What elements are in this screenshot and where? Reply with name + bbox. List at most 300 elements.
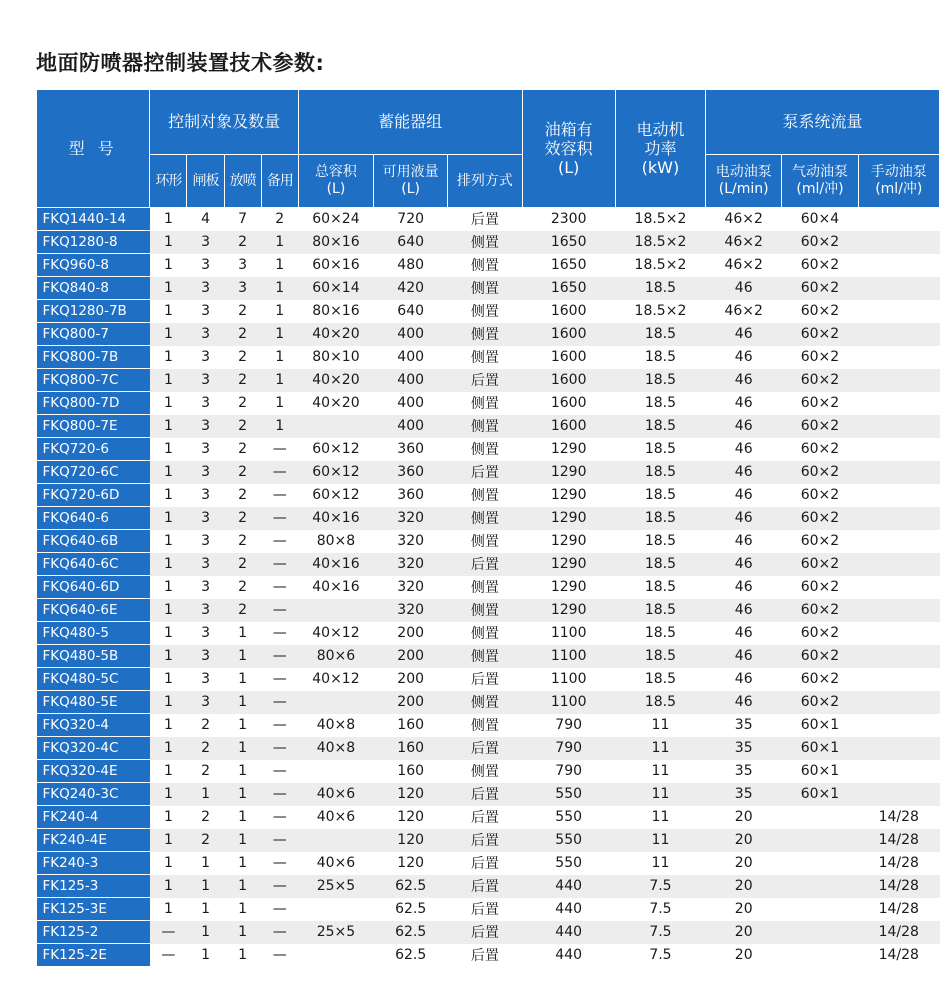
electric-pump-flow: 20 [706,829,782,852]
total-volume [298,829,373,852]
ring-count: 1 [150,461,187,484]
usable-volume: 320 [374,553,448,576]
model-cell: FKQ800-7 [37,323,150,346]
motor-power: 18.5 [644,487,677,503]
table-row [37,277,940,300]
tank-volume: 550 [555,809,583,825]
pneumatic-pump-flow: 60×2 [800,625,840,641]
table-row [37,323,940,346]
arrangement: 侧置 [470,396,499,412]
spare-count: — [272,579,287,595]
hand-pump-flow [858,668,939,691]
total-volume: 40×6 [316,809,356,825]
total-volume: 40×20 [298,323,373,346]
table-body [37,208,940,967]
usable-volume: 120 [397,809,425,825]
ring-count: 1 [150,691,187,714]
blowout-count: 7 [238,211,248,228]
ring-count: 1 [150,599,187,622]
spare-count: — [272,441,287,457]
tank-volume: 440 [522,921,615,944]
total-volume: 40×6 [298,783,373,806]
blowout-count: 2 [224,323,261,346]
pneumatic-pump-flow: 60×1 [800,763,840,779]
total-volume: 80×16 [312,303,360,319]
tank-volume: 440 [522,875,615,898]
motor-power: 11 [615,783,705,806]
spare-count: — [261,875,298,898]
pneumatic-pump-flow: 60×2 [782,599,858,622]
tank-volume: 1650 [522,231,615,254]
motor-power: 18.5 [615,461,705,484]
arrangement: 侧置 [470,304,499,320]
electric-pump-flow: 46 [734,349,753,365]
pneumatic-pump-flow [782,898,858,921]
usable-volume: 360 [397,487,425,503]
total-volume: 40×20 [312,395,360,411]
arrangement: 侧置 [448,507,522,530]
spare-count: 1 [275,257,285,273]
usable-volume: 120 [374,829,448,852]
model-cell: FKQ480-5C [37,668,150,691]
spare-count: — [272,487,287,503]
ring-count: 1 [163,625,173,641]
motor-power: 18.5 [615,691,705,714]
ram-count: 1 [187,921,224,944]
table-row [37,944,940,967]
ring-count: 1 [150,369,187,392]
pneumatic-pump-flow: 60×1 [800,717,840,733]
tank-volume: 1600 [550,303,587,319]
ram-count: 3 [201,487,210,503]
motor-power: 18.5 [644,395,677,411]
blowout-count: 1 [224,783,261,806]
motor-power: 18.5 [644,441,677,457]
pneumatic-pump-flow: 60×2 [782,691,858,714]
hand-pump-flow: 14/28 [858,829,939,852]
ram-count: 3 [187,415,224,438]
ring-count: 1 [163,533,173,549]
model-cell: FKQ320-4E [37,760,150,783]
arrangement: 侧置 [448,599,522,622]
tank-volume: 1290 [550,533,587,549]
arrangement: 侧置 [470,488,499,504]
ram-count: 3 [187,369,224,392]
arrangement: 侧置 [470,764,499,780]
total-volume: 60×16 [312,257,360,273]
motor-power: 18.5×2 [615,231,705,254]
arrangement: 后置 [448,783,522,806]
ram-count: 3 [187,231,224,254]
usable-volume: 480 [397,257,425,273]
usable-volume: 120 [374,783,448,806]
arrangement: 后置 [448,875,522,898]
blowout-count: 1 [238,809,248,825]
header-pneumatic-pump: 气动油泵 (ml/冲) [782,155,858,208]
usable-volume: 400 [397,395,425,411]
ram-count: 3 [187,461,224,484]
ram-count: 3 [187,507,224,530]
motor-power: 7.5 [615,921,705,944]
arrangement: 后置 [448,829,522,852]
hand-pump-flow [858,323,939,346]
hand-pump-flow [858,392,939,415]
total-volume: 80×6 [298,645,373,668]
tank-volume: 1600 [522,369,615,392]
pneumatic-pump-flow: 60×2 [800,533,840,549]
hand-pump-flow [858,599,939,622]
motor-power: 18.5 [615,599,705,622]
tank-volume: 1290 [522,599,615,622]
usable-volume: 640 [374,231,448,254]
header-hand-pump: 手动油泵 (ml/冲) [858,155,939,208]
electric-pump-flow: 20 [706,875,782,898]
model-cell: FK125-3 [37,875,150,898]
spare-count: — [261,783,298,806]
ring-count: 1 [150,783,187,806]
table-row [37,691,940,714]
table-row [37,392,940,415]
motor-power: 18.5 [615,369,705,392]
motor-power: 18.5 [615,277,705,300]
pneumatic-pump-flow: 60×2 [782,415,858,438]
hand-pump-flow [858,208,939,231]
ring-count: 1 [163,717,173,733]
spare-count: — [272,901,287,917]
usable-volume: 62.5 [395,947,427,963]
table-row [37,599,940,622]
arrangement: 侧置 [448,691,522,714]
arrangement: 侧置 [470,350,499,366]
hand-pump-flow [858,415,939,438]
usable-volume: 62.5 [374,875,448,898]
blowout-count: 3 [238,257,248,273]
total-volume: 40×12 [312,625,360,641]
hand-pump-flow [858,461,939,484]
blowout-count: 2 [224,599,261,622]
blowout-count: 2 [224,231,261,254]
table-row [37,576,940,599]
tank-volume: 1290 [522,461,615,484]
pneumatic-pump-flow: 60×2 [782,645,858,668]
pneumatic-pump-flow: 60×1 [782,737,858,760]
arrangement: 后置 [448,461,522,484]
spare-count: 1 [275,349,285,365]
arrangement: 后置 [470,948,499,964]
table-row [37,507,940,530]
usable-volume: 420 [374,277,448,300]
total-volume: 40×8 [316,717,356,733]
hand-pump-flow [858,691,939,714]
ring-count: 1 [163,579,173,595]
hand-pump-flow [858,484,939,507]
ring-count: 1 [150,645,187,668]
model-cell: FKQ480-5E [37,691,150,714]
blowout-count: 2 [238,349,248,365]
arrangement: 侧置 [470,534,499,550]
spare-count: — [261,691,298,714]
spare-count: — [272,625,287,641]
motor-power: 18.5 [644,349,677,365]
table-row [37,737,940,760]
blowout-count: 2 [238,303,248,319]
ram-count: 3 [201,303,210,319]
blowout-count: 1 [224,645,261,668]
hand-pump-flow [858,231,939,254]
ram-count: 3 [201,579,210,595]
total-volume [298,415,373,438]
total-volume: 40×6 [316,855,356,871]
motor-power: 18.5 [615,507,705,530]
tank-volume: 1290 [522,553,615,576]
motor-power: 11 [651,855,670,871]
usable-volume: 160 [397,763,425,779]
arrangement: 侧置 [448,645,522,668]
electric-pump-flow: 46 [706,323,782,346]
table-row [37,484,940,507]
arrangement: 后置 [470,902,499,918]
electric-pump-flow: 20 [734,809,753,825]
blowout-count: 2 [224,507,261,530]
usable-volume: 62.5 [374,921,448,944]
electric-pump-flow: 46 [706,461,782,484]
blowout-count: 1 [224,875,261,898]
total-volume: 60×24 [312,211,360,228]
header-tank-volume: 油箱有 效容积 (L) [522,90,615,208]
tank-volume: 1290 [522,507,615,530]
table-row [37,530,940,553]
total-volume: 40×16 [298,553,373,576]
hand-pump-flow [858,576,939,599]
electric-pump-flow: 46 [734,533,753,549]
hand-pump-flow [858,438,939,461]
motor-power: 7.5 [649,901,672,917]
electric-pump-flow: 46 [734,395,753,411]
model-cell: FK240-3 [37,852,150,875]
table-row [37,438,940,461]
total-volume: 60×12 [298,461,373,484]
tank-volume: 1100 [550,625,587,641]
tank-volume: 790 [555,717,583,733]
hand-pump-flow [858,645,939,668]
total-volume: 25×5 [298,921,373,944]
usable-volume: 320 [397,533,425,549]
usable-volume: 62.5 [395,901,427,917]
arrangement: 后置 [448,369,522,392]
table-row [37,783,940,806]
arrangement: 后置 [448,921,522,944]
electric-pump-flow: 46×2 [706,231,782,254]
electric-pump-flow: 46 [734,625,753,641]
ring-count: 1 [150,829,187,852]
table-row [37,829,940,852]
total-volume: 80×16 [298,231,373,254]
ring-count: — [150,921,187,944]
model-cell: FK240-4E [37,829,150,852]
arrangement: 侧置 [470,580,499,596]
usable-volume: 320 [374,507,448,530]
arrangement: 后置 [470,856,499,872]
pneumatic-pump-flow [782,806,858,829]
table-row [37,806,940,829]
tank-volume: 440 [555,901,583,917]
ram-count: 3 [187,553,224,576]
tank-volume: 1100 [522,691,615,714]
motor-power: 18.5 [644,625,677,641]
electric-pump-flow: 46 [706,691,782,714]
ram-count: 3 [187,277,224,300]
electric-pump-flow: 46 [734,487,753,503]
blowout-count: 2 [224,461,261,484]
model-cell: FKQ800-7E [37,415,150,438]
spec-table [36,89,940,967]
arrangement: 侧置 [448,231,522,254]
total-volume: 40×20 [298,369,373,392]
pneumatic-pump-flow: 60×2 [800,349,840,365]
ring-count: 1 [163,855,173,871]
tank-volume: 790 [522,737,615,760]
total-volume [298,599,373,622]
table-row [37,898,940,921]
table-row [37,461,940,484]
pneumatic-pump-flow: 60×2 [800,257,840,273]
total-volume: 60×12 [312,487,360,503]
usable-volume: 320 [374,599,448,622]
ram-count: 2 [201,717,210,733]
blowout-count: 2 [238,441,248,457]
blowout-count: 2 [224,369,261,392]
model-cell: FKQ240-3C [37,783,150,806]
tank-volume: 1600 [522,323,615,346]
hand-pump-flow: 14/28 [858,921,939,944]
spare-count: — [261,507,298,530]
header-control-objects: 控制对象及数量 [150,90,298,155]
spare-count: 1 [261,323,298,346]
hand-pump-flow [858,530,939,553]
arrangement: 侧置 [448,277,522,300]
ring-count: 1 [163,303,173,319]
total-volume: 80×8 [316,533,356,549]
total-volume: 40×12 [312,671,360,687]
ram-count: 2 [201,809,210,825]
pneumatic-pump-flow: 60×2 [782,323,858,346]
tank-volume: 790 [555,763,583,779]
header-motor-power: 电动机 功率 (kW) [615,90,705,208]
table-row [37,415,940,438]
electric-pump-flow: 46×2 [724,211,763,228]
table-row [37,346,940,369]
ram-count: 3 [187,691,224,714]
pneumatic-pump-flow: 60×2 [782,461,858,484]
table-row [37,231,940,254]
model-cell: FKQ720-6D [37,484,150,507]
model-cell: FKQ640-6C [37,553,150,576]
blowout-count: 2 [224,415,261,438]
ring-count: 1 [150,323,187,346]
arrangement: 后置 [448,553,522,576]
pneumatic-pump-flow [782,875,858,898]
pneumatic-pump-flow: 60×1 [782,783,858,806]
model-cell: FKQ1280-7B [37,300,150,323]
tank-volume: 1290 [550,441,587,457]
usable-volume: 200 [374,645,448,668]
spare-count: 1 [275,303,285,319]
electric-pump-flow: 20 [734,855,753,871]
ring-count: 1 [150,875,187,898]
blowout-count: 1 [238,625,248,641]
blowout-count: 1 [238,855,248,871]
ram-count: 3 [201,395,210,411]
hand-pump-flow [858,346,939,369]
blowout-count: 1 [238,671,248,687]
usable-volume: 160 [397,717,425,733]
usable-volume: 160 [374,737,448,760]
header-blowout: 放喷 [224,155,261,208]
arrangement: 后置 [448,737,522,760]
electric-pump-flow: 46 [734,579,753,595]
ring-count: 1 [163,763,173,779]
page-title: 地面防喷器控制装置技术参数: [36,51,325,75]
ring-count: 1 [163,487,173,503]
table-row [37,921,940,944]
pneumatic-pump-flow [782,829,858,852]
hand-pump-flow: 14/28 [878,947,919,963]
total-volume: 40×8 [298,737,373,760]
tank-volume: 1600 [522,415,615,438]
table-row [37,208,940,231]
arrangement: 侧置 [470,718,499,734]
ram-count: 1 [201,901,210,917]
motor-power: 18.5 [644,671,677,687]
tank-volume: 440 [555,947,583,963]
header-ring: 环形 [150,155,187,208]
ram-count: 3 [201,625,210,641]
electric-pump-flow: 46×2 [724,257,763,273]
ram-count: 1 [201,947,210,963]
pneumatic-pump-flow: 60×2 [800,579,840,595]
table-row [37,852,940,875]
pneumatic-pump-flow: 60×2 [800,671,840,687]
model-cell: FKQ640-6B [37,530,150,553]
arrangement: 后置 [470,672,499,688]
usable-volume: 360 [374,461,448,484]
ring-count: 1 [150,415,187,438]
pneumatic-pump-flow: 60×2 [800,303,840,319]
tank-volume: 1600 [550,349,587,365]
blowout-count: 1 [238,763,248,779]
motor-power: 11 [651,763,670,779]
total-volume [298,898,373,921]
spare-count: — [272,763,287,779]
ram-count: 3 [187,599,224,622]
total-volume: 40×16 [298,507,373,530]
pneumatic-pump-flow [782,852,858,875]
usable-volume: 360 [397,441,425,457]
electric-pump-flow: 46 [706,599,782,622]
ring-count: 1 [163,395,173,411]
motor-power: 18.5×2 [634,211,687,228]
motor-power: 18.5 [615,415,705,438]
model-cell: FK125-3E [37,898,150,921]
motor-power: 18.5 [615,323,705,346]
header-accumulator-group: 蓄能器组 [298,90,522,155]
model-cell: FKQ840-8 [37,277,150,300]
header-electric-pump: 电动油泵 (L/min) [706,155,782,208]
electric-pump-flow: 35 [706,783,782,806]
ram-count: 3 [201,533,210,549]
blowout-count: 1 [238,947,248,963]
electric-pump-flow: 46 [706,553,782,576]
